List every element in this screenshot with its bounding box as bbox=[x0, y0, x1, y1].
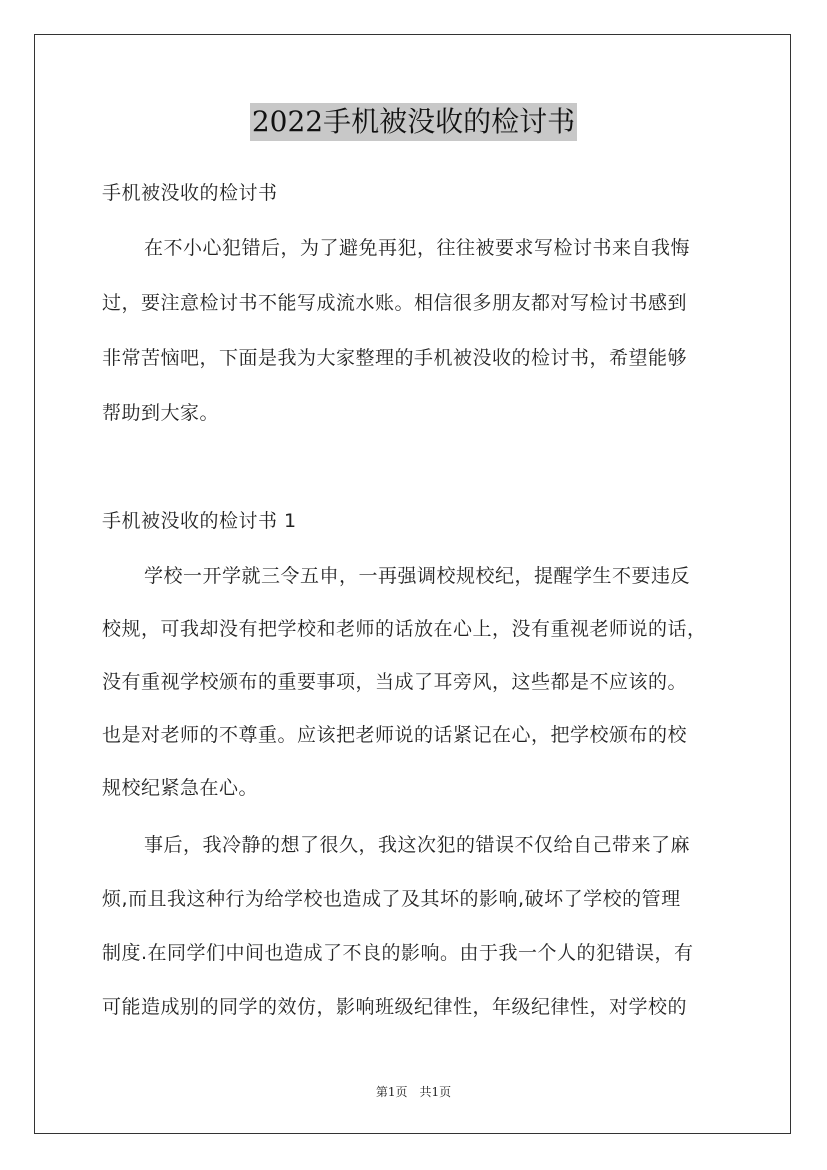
body-line: 事后，我冷静的想了很久，我这次犯的错误不仅给自己带来了麻 bbox=[144, 834, 691, 856]
document-title: 2022手机被没收的检讨书 bbox=[250, 103, 577, 141]
intro-line: 过，要注意检讨书不能写成流水账。相信很多朋友都对写检讨书感到 bbox=[102, 292, 688, 314]
body-line: 也是对老师的不尊重。应该把老师说的话紧记在心，把学校颁布的校 bbox=[102, 724, 688, 746]
body-line: 制度.在同学们中间也造成了不良的影响。由于我一个人的犯错误，有 bbox=[102, 942, 694, 964]
title-container bbox=[0, 103, 827, 141]
section-heading: 手机被没收的检讨书 1 bbox=[102, 510, 297, 532]
body-line: 校规，可我却没有把学校和老师的话放在心上，没有重视老师说的话， bbox=[102, 618, 707, 640]
page-footer bbox=[0, 1084, 827, 1100]
body-line: 学校一开学就三令五申，一再强调校规校纪，提醒学生不要违反 bbox=[144, 565, 691, 587]
intro-line: 帮助到大家。 bbox=[102, 402, 220, 424]
intro-line: 在不小心犯错后，为了避免再犯，往往被要求写检讨书来自我悔 bbox=[144, 237, 691, 259]
body-line: 规校纪紧急在心。 bbox=[102, 777, 259, 799]
intro-line: 非常苦恼吧，下面是我为大家整理的手机被没收的检讨书，希望能够 bbox=[102, 347, 688, 369]
body-line: 没有重视学校颁布的重要事项，当成了耳旁风，这些都是不应该的。 bbox=[102, 671, 688, 693]
page-total: 共1页 bbox=[419, 1085, 452, 1099]
page-number: 第1页 bbox=[375, 1085, 408, 1099]
section-heading: 手机被没收的检讨书 bbox=[102, 182, 278, 204]
body-line: 可能造成别的同学的效仿，影响班级纪律性，年级纪律性，对学校的 bbox=[102, 996, 688, 1018]
body-line: 烦,而且我这种行为给学校也造成了及其坏的影响,破坏了学校的管理 bbox=[102, 888, 681, 910]
